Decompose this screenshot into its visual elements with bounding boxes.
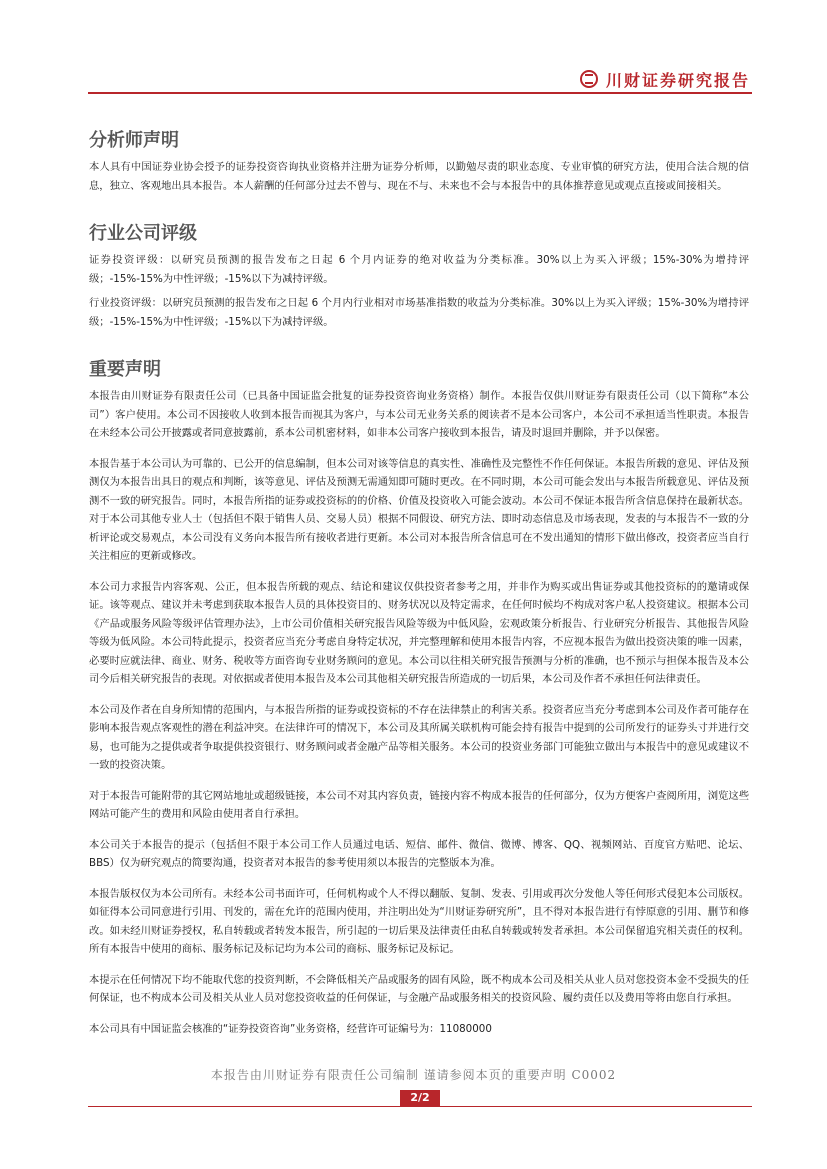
report-content bbox=[89, 128, 749, 1038]
license-number-text: 本公司具有中国证监会核准的“证券投资咨询”业务资格，经营许可证编号为：11080000 bbox=[89, 1022, 492, 1035]
notice-paragraph: 本报告由川财证券有限责任公司（已具备中国证监会批复的证券投资咨询业务资格）制作。本报告仅供川财证券有限责任公司（以下简称“本公司”）客户使用。本公司不因接收人收到本报告而视其为客户，与本公司无业务关系的阅读者不是本公司客户，本公司不承担适当性职责。本报告在未经本公司公开披露或者同意披露前，系本公司机密材料，如非本公司客户接收到本报告，请及时退回并删除，并予以保密。 bbox=[89, 390, 749, 439]
important-notice-title: 重要声明 bbox=[89, 359, 161, 380]
page-number: 2/2 bbox=[400, 1090, 440, 1106]
notice-paragraph: 对于本报告可能附带的其它网站地址或超级链接，本公司不对其内容负责，链接内容不构成本报告的任何部分，仅为方便客户查阅所用，浏览这些网站可能产生的费用和风险由使用者自行承担。 bbox=[89, 789, 749, 820]
stock-rating-text: 证券投资评级：以研究员预测的报告发布之日起 6 个月内证券的绝对收益为分类标准。30%以上为买入评级；15%-30%为增持评级；-15%-15%为中性评级；-15%以下为减持评级。 bbox=[89, 254, 749, 285]
notice-paragraph: 本报告版权仅为本公司所有。未经本公司书面许可，任何机构或个人不得以翻版、复制、发表、引用或再次分发他人等任何形式侵犯本公司版权。如征得本公司同意进行引用、刊发的，需在允许的范围内使用，并注明出处为“川财证券研究所”，且不得对本报告进行有悖原意的引用、删节和修改。如未经川财证券授权，私自转载或者转发本报告，所引起的一切后果及法律责任由私自转载或转发者承担。本公司保留追究相关责任的权利。所有本报告中使用的商标、服务标记及标记均为本公司的商标、服务标记及标记。 bbox=[89, 887, 749, 955]
rating-title: 行业公司评级 bbox=[89, 223, 197, 244]
header-brand bbox=[580, 66, 750, 92]
chuancai-logo-icon bbox=[580, 70, 598, 88]
analyst-statement-title: 分析师声明 bbox=[89, 130, 179, 151]
brand-name: 川财证券研究报告 bbox=[605, 70, 750, 90]
header-divider bbox=[88, 92, 752, 94]
footer-note: 本报告由川财证券有限责任公司编制 谨请参阅本页的重要声明 C0002 bbox=[210, 1068, 617, 1082]
industry-rating-text: 行业投资评级：以研究员预测的报告发布之日起 6 个月内行业相对市场基准指数的收益为分类标准。30%以上为买入评级；15%-30%为增持评级；-15%-15%为中性评级；-15%以下为减持评级。 bbox=[89, 297, 749, 328]
notice-paragraph: 本提示在任何情况下均不能取代您的投资判断，不会降低相关产品或服务的固有风险，既不构成本公司及相关从业人员对您投资本金不受损失的任何保证，也不构成本公司及相关从业人员对您投资收益的任何保证，与金融产品或服务相关的投资风险、履约责任以及费用等将由您自行承担。 bbox=[89, 973, 749, 1004]
notice-paragraph: 本公司力求报告内容客观、公正，但本报告所载的观点、结论和建议仅供投资者参考之用，并非作为购买或出售证券或其他投资标的的邀请或保证。该等观点、建议并未考虑到获取本报告人员的具体投资目的、财务状况以及特定需求，在任何时候均不构成对客户私人投资建议。根据本公司《产品或服务风险等级评估管理办法》，上市公司价值相关研究报告风险等级为中低风险，宏观政策分析报告、行业研究分析报告、其他报告风险等级为低风险。本公司特此提示，投资者应当充分考虑自身特定状况，并完整理解和使用本报告内容，不应视本报告为做出投资决策的唯一因素，必要时应就法律、商业、财务、税收等方面咨询专业财务顾问的意见。本公司以往相关研究报告预测与分析的准确，也不预示与担保本报告及本公司今后相关研究报告的表现。对依据或者使用本报告及本公司其他相关研究报告所造成的一切后果，本公司及作者不承担任何法律责任。 bbox=[89, 580, 749, 685]
page-indicator bbox=[88, 1090, 752, 1106]
notice-paragraph: 本公司关于本报告的提示（包括但不限于本公司工作人员通过电话、短信、邮件、微信、微博、博客、QQ、视频网站、百度官方贴吧、论坛、BBS）仅为研究观点的简要沟通，投资者对本报告的参考使用须以本报告的完整版本为准。 bbox=[89, 838, 749, 869]
notice-paragraph: 本报告基于本公司认为可靠的、已公开的信息编制，但本公司对该等信息的真实性、准确性及完整性不作任何保证。本报告所载的意见、评估及预测仅为本报告出具日的观点和判断，该等意见、评估及预测无需通知即可随时更改。在不同时期，本公司可能会发出与本报告所载意见、评估及预测不一致的研究报告。同时，本报告所指的证券或投资标的的价格、价值及投资收入可能会波动。本公司不保证本报告所含信息保持在最新状态。对于本公司其他专业人士（包括但不限于销售人员、交易人员）根据不同假设、研究方法、即时动态信息及市场表现，发表的与本报告不一致的分析评论或交易观点，本公司没有义务向本报告所有接收者进行更新。本公司对本报告所含信息可在不发出通知的情形下做出修改，投资者应当自行关注相应的更新或修改。 bbox=[89, 457, 749, 562]
analyst-statement-text: 本人具有中国证券业协会授予的证券投资咨询执业资格并注册为证券分析师，以勤勉尽责的职业态度、专业审慎的研究方法，使用合法合规的信息，独立、客观地出具本报告。本人薪酬的任何部分过去不曾与、现在不与、未来也不会与本报告中的具体推荐意见或观点直接或间接相关。 bbox=[89, 161, 749, 192]
notice-paragraph: 本公司及作者在自身所知情的范围内，与本报告所指的证券或投资标的不存在法律禁止的利害关系。投资者应当充分考虑到本公司及作者可能存在影响本报告观点客观性的潜在利益冲突。在法律许可的情况下，本公司及其所属关联机构可能会持有报告中提到的公司所发行的证券头寸并进行交易，也可能为之提供或者争取提供投资银行、财务顾问或者金融产品等相关服务。本公司的投资业务部门可能独立做出与本报告中的意见或建议不一致的投资决策。 bbox=[89, 703, 749, 771]
footer-divider bbox=[88, 1106, 752, 1107]
